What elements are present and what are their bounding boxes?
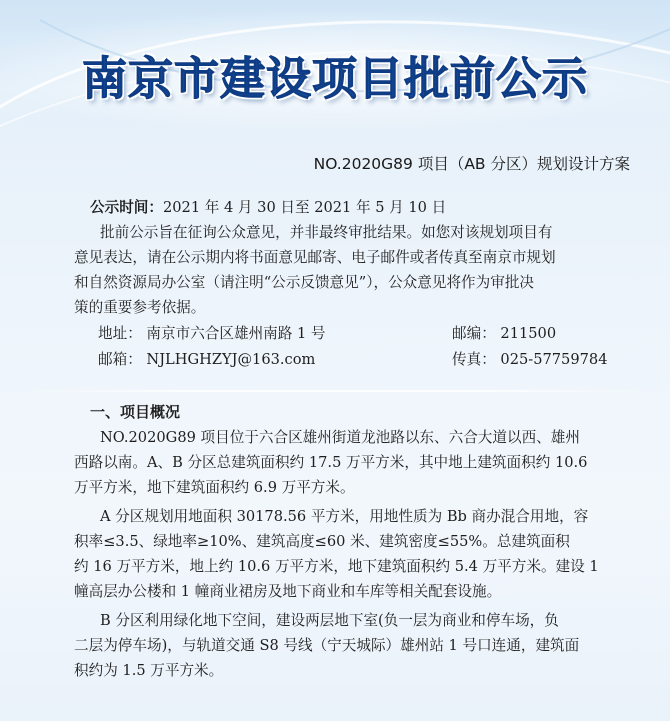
para2-line-3: 约 16 万平方米，地上约 10.6 万平方米，地下建筑面积约 5.4 万平方米。建设 1: [74, 558, 599, 575]
email: 邮箱： NJLHGHZYJ@163.com: [98, 351, 316, 368]
fax: 传真： 025-57759784: [452, 351, 608, 368]
para1-line-2: 西路以南。A、B 分区总建筑面积约 17.5 万平方米，其中地上建筑面积约 10.6: [74, 454, 588, 471]
overview-paragraph-3: [74, 608, 632, 683]
section-divider: [0, 390, 670, 392]
project-overview-section: [74, 400, 632, 687]
para2-line-2: 积率≤3.5、绿地率≥10%、建筑高度≤60 米、建筑密度≤55%。总建筑面积: [74, 533, 570, 550]
postcode: 邮编： 211500: [452, 325, 557, 342]
section-heading: 一、项目概况: [90, 403, 181, 421]
para3-line-2: 二层为停车场)，与轨道交通 S8 号线（宁天城际）雄州站 1 号口连通，建筑面: [74, 637, 580, 654]
notice-time: [90, 195, 632, 220]
para3-line-3: 积约为 1.5 万平方米。: [74, 662, 224, 679]
notice-block: [74, 195, 632, 320]
para3-line-1: B 分区利用绿化地下空间，建设两层地下室(负一层为商业和停车场，负: [100, 612, 559, 629]
notice-time-label: 公示时间：: [90, 199, 163, 216]
address: 地址： 南京市六合区雄州南路 1 号: [98, 325, 326, 342]
document-subtitle: NO.2020G89 项目（AB 分区）规划设计方案: [313, 155, 630, 173]
overview-paragraph-1: [74, 425, 632, 500]
notice-time-value: 2021 年 4 月 30 日至 2021 年 5 月 10 日: [162, 199, 447, 216]
notice-line-4: 策的重要参考依据。: [74, 299, 206, 316]
para1-line-1: NO.2020G89 项目位于六合区雄州街道龙池路以东、六合大道以西、雄州: [100, 429, 580, 446]
notice-line-2: 意见表达，请在公示期内将书面意见邮寄、电子邮件或者传真至南京市规划: [74, 249, 556, 266]
page-title: 南京市建设项目批前公示: [81, 52, 588, 105]
overview-paragraph-2: [74, 504, 632, 604]
notice-line-1: 批前公示旨在征询公众意见，并非最终审批结果。如您对该规划项目有: [100, 224, 553, 241]
notice-line-3: 和自然资源局办公室（请注明“公示反馈意见”），公众意见将作为审批决: [74, 274, 535, 291]
para2-line-1: A 分区规划用地面积 30178.56 平方米，用地性质为 Bb 商办混合用地，容: [100, 508, 589, 525]
header-banner: [0, 0, 670, 150]
para1-line-3: 万平方米，地下建筑面积约 6.9 万平方米。: [74, 479, 355, 496]
para2-line-4: 幢高层办公楼和 1 幢商业裙房及地下商业和车库等相关配套设施。: [74, 583, 502, 600]
